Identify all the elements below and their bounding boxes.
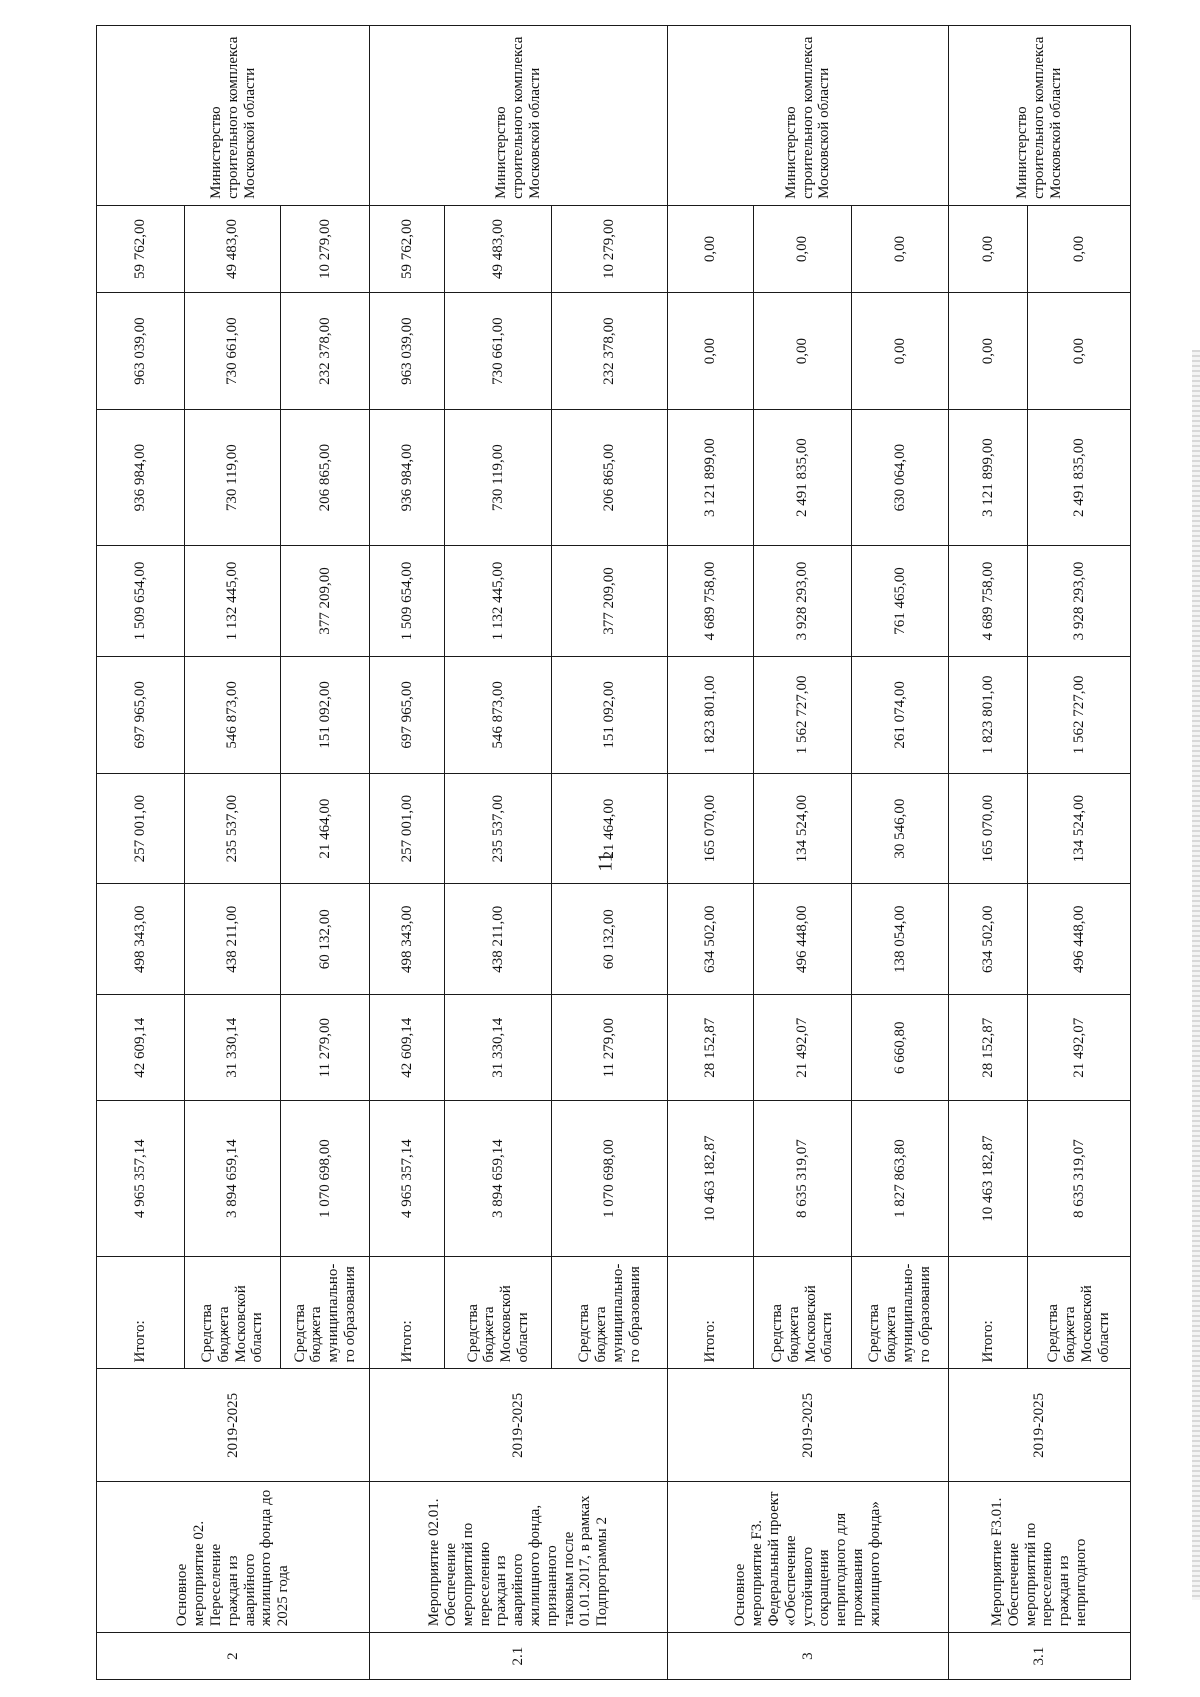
- value-2019: 11 279,00: [552, 995, 668, 1101]
- value-after: 49 483,00: [184, 205, 280, 292]
- responsible-cell: Министерство строительного комплекса Московской области: [370, 26, 668, 206]
- value-2023: 1 132 445,00: [184, 546, 280, 657]
- value-2021: 235 537,00: [445, 773, 552, 884]
- row-index: 2.1: [370, 1633, 668, 1680]
- value-2024: 730 119,00: [184, 410, 280, 546]
- value-2024: 936 984,00: [370, 410, 445, 546]
- value-2019: 42 609,14: [370, 995, 445, 1101]
- source-total: Итого:: [370, 1256, 445, 1369]
- activity-name: Мероприятие F3.01. Обеспечение мероприятий по переселению граждан из непригодного: [948, 1482, 1130, 1633]
- value-2021: 134 524,00: [1028, 773, 1131, 884]
- value-2020: 60 132,00: [281, 884, 370, 995]
- value-2020: 634 502,00: [948, 884, 1027, 995]
- value-2020: 498 343,00: [97, 884, 185, 995]
- value-after: 10 279,00: [552, 205, 668, 292]
- value-2023: 4 689 758,00: [668, 546, 754, 657]
- value-2024: 3 121 899,00: [668, 410, 754, 546]
- activity-name: Мероприятие 02.01. Обеспечение мероприятий по переселению граждан из аварийного жилищного фонда, признанного таковым после 01.01.2017, в рамках Подпрограммы 2: [370, 1482, 668, 1633]
- value-2021: 257 001,00: [370, 773, 445, 884]
- value-2023: 377 209,00: [281, 546, 370, 657]
- value-total: 10 463 182,87: [948, 1101, 1027, 1256]
- value-2020: 138 054,00: [852, 884, 948, 995]
- value-2020: 496 448,00: [1028, 884, 1131, 995]
- value-2025: 0,00: [668, 293, 754, 410]
- value-2021: 235 537,00: [184, 773, 280, 884]
- row-index: 2: [97, 1633, 370, 1680]
- value-2024: 2 491 835,00: [1028, 410, 1131, 546]
- value-2022: 1 562 727,00: [753, 656, 852, 773]
- responsible-cell: Министерство строительного комплекса Московской области: [668, 26, 949, 206]
- value-2021: 165 070,00: [948, 773, 1027, 884]
- value-2021: 257 001,00: [97, 773, 185, 884]
- value-2023: 1 509 654,00: [97, 546, 185, 657]
- value-total: 1 070 698,00: [281, 1101, 370, 1256]
- value-2021: 134 524,00: [753, 773, 852, 884]
- value-total: 1 070 698,00: [552, 1101, 668, 1256]
- table-row: [668, 26, 754, 1680]
- scan-edge: [1192, 350, 1200, 1600]
- value-after: 59 762,00: [97, 205, 185, 292]
- activity-name: Основное мероприятие F3. Федеральный проект «Обеспечение устойчивого сокращения непригодного для проживания жилищного фонда»: [668, 1482, 949, 1633]
- value-2019: 31 330,14: [184, 995, 280, 1101]
- value-2024: 3 121 899,00: [948, 410, 1027, 546]
- value-total: 4 965 357,14: [97, 1101, 185, 1256]
- value-2022: 546 873,00: [184, 656, 280, 773]
- value-2023: 377 209,00: [552, 546, 668, 657]
- value-2022: 697 965,00: [370, 656, 445, 773]
- value-total: 8 635 319,07: [1028, 1101, 1131, 1256]
- value-total: 3 894 659,14: [445, 1101, 552, 1256]
- value-2022: 1 823 801,00: [948, 656, 1027, 773]
- responsible-cell: Министерство строительного комплекса Московской области: [97, 26, 370, 206]
- value-2021: 21 464,00: [281, 773, 370, 884]
- value-2022: 546 873,00: [445, 656, 552, 773]
- source-municipal: Средства бюджета муниципально-го образования: [552, 1256, 668, 1369]
- value-after: 0,00: [668, 205, 754, 292]
- value-2021: 165 070,00: [668, 773, 754, 884]
- responsible-cell: Министерство строительного комплекса Московской области: [948, 26, 1130, 206]
- value-after: 0,00: [1028, 205, 1131, 292]
- value-2020: 438 211,00: [445, 884, 552, 995]
- activity-name: Основное мероприятие 02. Переселение граждан из аварийного жилищного фонда до 2025 года: [97, 1482, 370, 1633]
- value-2025: 0,00: [948, 293, 1027, 410]
- value-2024: 206 865,00: [281, 410, 370, 546]
- value-2025: 0,00: [1028, 293, 1131, 410]
- source-total: Итого:: [948, 1256, 1027, 1369]
- value-2022: 1 823 801,00: [668, 656, 754, 773]
- period-cell: 2019-2025: [370, 1369, 668, 1482]
- source-total: Итого:: [668, 1256, 754, 1369]
- period-cell: 2019-2025: [97, 1369, 370, 1482]
- value-2019: 28 152,87: [668, 995, 754, 1101]
- value-total: 3 894 659,14: [184, 1101, 280, 1256]
- value-2025: 232 378,00: [552, 293, 668, 410]
- source-municipal: Средства бюджета муниципально-го образования: [852, 1256, 948, 1369]
- value-2020: 60 132,00: [552, 884, 668, 995]
- value-2025: 232 378,00: [281, 293, 370, 410]
- value-2023: 1 509 654,00: [370, 546, 445, 657]
- source-regional: Средства бюджета Московской области: [184, 1256, 280, 1369]
- value-2023: 3 928 293,00: [753, 546, 852, 657]
- source-municipal: Средства бюджета муниципально-го образования: [281, 1256, 370, 1369]
- period-cell: 2019-2025: [948, 1369, 1130, 1482]
- source-regional: Средства бюджета Московской области: [445, 1256, 552, 1369]
- value-2023: 761 465,00: [852, 546, 948, 657]
- value-2021: 21 464,00: [552, 773, 668, 884]
- value-2022: 261 074,00: [852, 656, 948, 773]
- value-2025: 730 661,00: [445, 293, 552, 410]
- source-regional: Средства бюджета Московской области: [1028, 1256, 1131, 1369]
- value-2024: 730 119,00: [445, 410, 552, 546]
- value-2022: 1 562 727,00: [1028, 656, 1131, 773]
- value-2024: 2 491 835,00: [753, 410, 852, 546]
- value-2019: 11 279,00: [281, 995, 370, 1101]
- value-after: 10 279,00: [281, 205, 370, 292]
- value-2020: 496 448,00: [753, 884, 852, 995]
- value-total: 4 965 357,14: [370, 1101, 445, 1256]
- value-2025: 963 039,00: [97, 293, 185, 410]
- value-2019: 28 152,87: [948, 995, 1027, 1101]
- row-index: 3: [668, 1633, 949, 1680]
- table-row: [370, 26, 445, 1680]
- row-index: 3.1: [948, 1633, 1130, 1680]
- period-cell: 2019-2025: [668, 1369, 949, 1482]
- value-2025: 730 661,00: [184, 293, 280, 410]
- value-2020: 438 211,00: [184, 884, 280, 995]
- value-2023: 3 928 293,00: [1028, 546, 1131, 657]
- value-after: 59 762,00: [370, 205, 445, 292]
- value-after: 0,00: [948, 205, 1027, 292]
- value-2019: 21 492,07: [753, 995, 852, 1101]
- value-after: 0,00: [753, 205, 852, 292]
- value-total: 10 463 182,87: [668, 1101, 754, 1256]
- source-total: Итого:: [97, 1256, 185, 1369]
- value-2019: 42 609,14: [97, 995, 185, 1101]
- value-2024: 630 064,00: [852, 410, 948, 546]
- value-2024: 936 984,00: [97, 410, 185, 546]
- value-2019: 6 660,80: [852, 995, 948, 1101]
- table-row: [948, 26, 1027, 1680]
- value-2020: 498 343,00: [370, 884, 445, 995]
- value-2020: 634 502,00: [668, 884, 754, 995]
- value-2022: 151 092,00: [281, 656, 370, 773]
- value-2025: 0,00: [753, 293, 852, 410]
- value-2019: 31 330,14: [445, 995, 552, 1101]
- value-total: 8 635 319,07: [753, 1101, 852, 1256]
- value-after: 0,00: [852, 205, 948, 292]
- value-2023: 1 132 445,00: [445, 546, 552, 657]
- value-2021: 30 546,00: [852, 773, 948, 884]
- value-2022: 151 092,00: [552, 656, 668, 773]
- page-number: 11: [594, 852, 617, 872]
- value-2025: 963 039,00: [370, 293, 445, 410]
- value-2019: 21 492,07: [1028, 995, 1131, 1101]
- value-2024: 206 865,00: [552, 410, 668, 546]
- source-regional: Средства бюджета Московской области: [753, 1256, 852, 1369]
- program-financing-table: [96, 25, 1131, 1680]
- program-table-rotated: [96, 25, 1131, 1680]
- value-2022: 697 965,00: [97, 656, 185, 773]
- value-total: 1 827 863,80: [852, 1101, 948, 1256]
- value-2025: 0,00: [852, 293, 948, 410]
- table-row: [97, 26, 185, 1680]
- value-after: 49 483,00: [445, 205, 552, 292]
- value-2023: 4 689 758,00: [948, 546, 1027, 657]
